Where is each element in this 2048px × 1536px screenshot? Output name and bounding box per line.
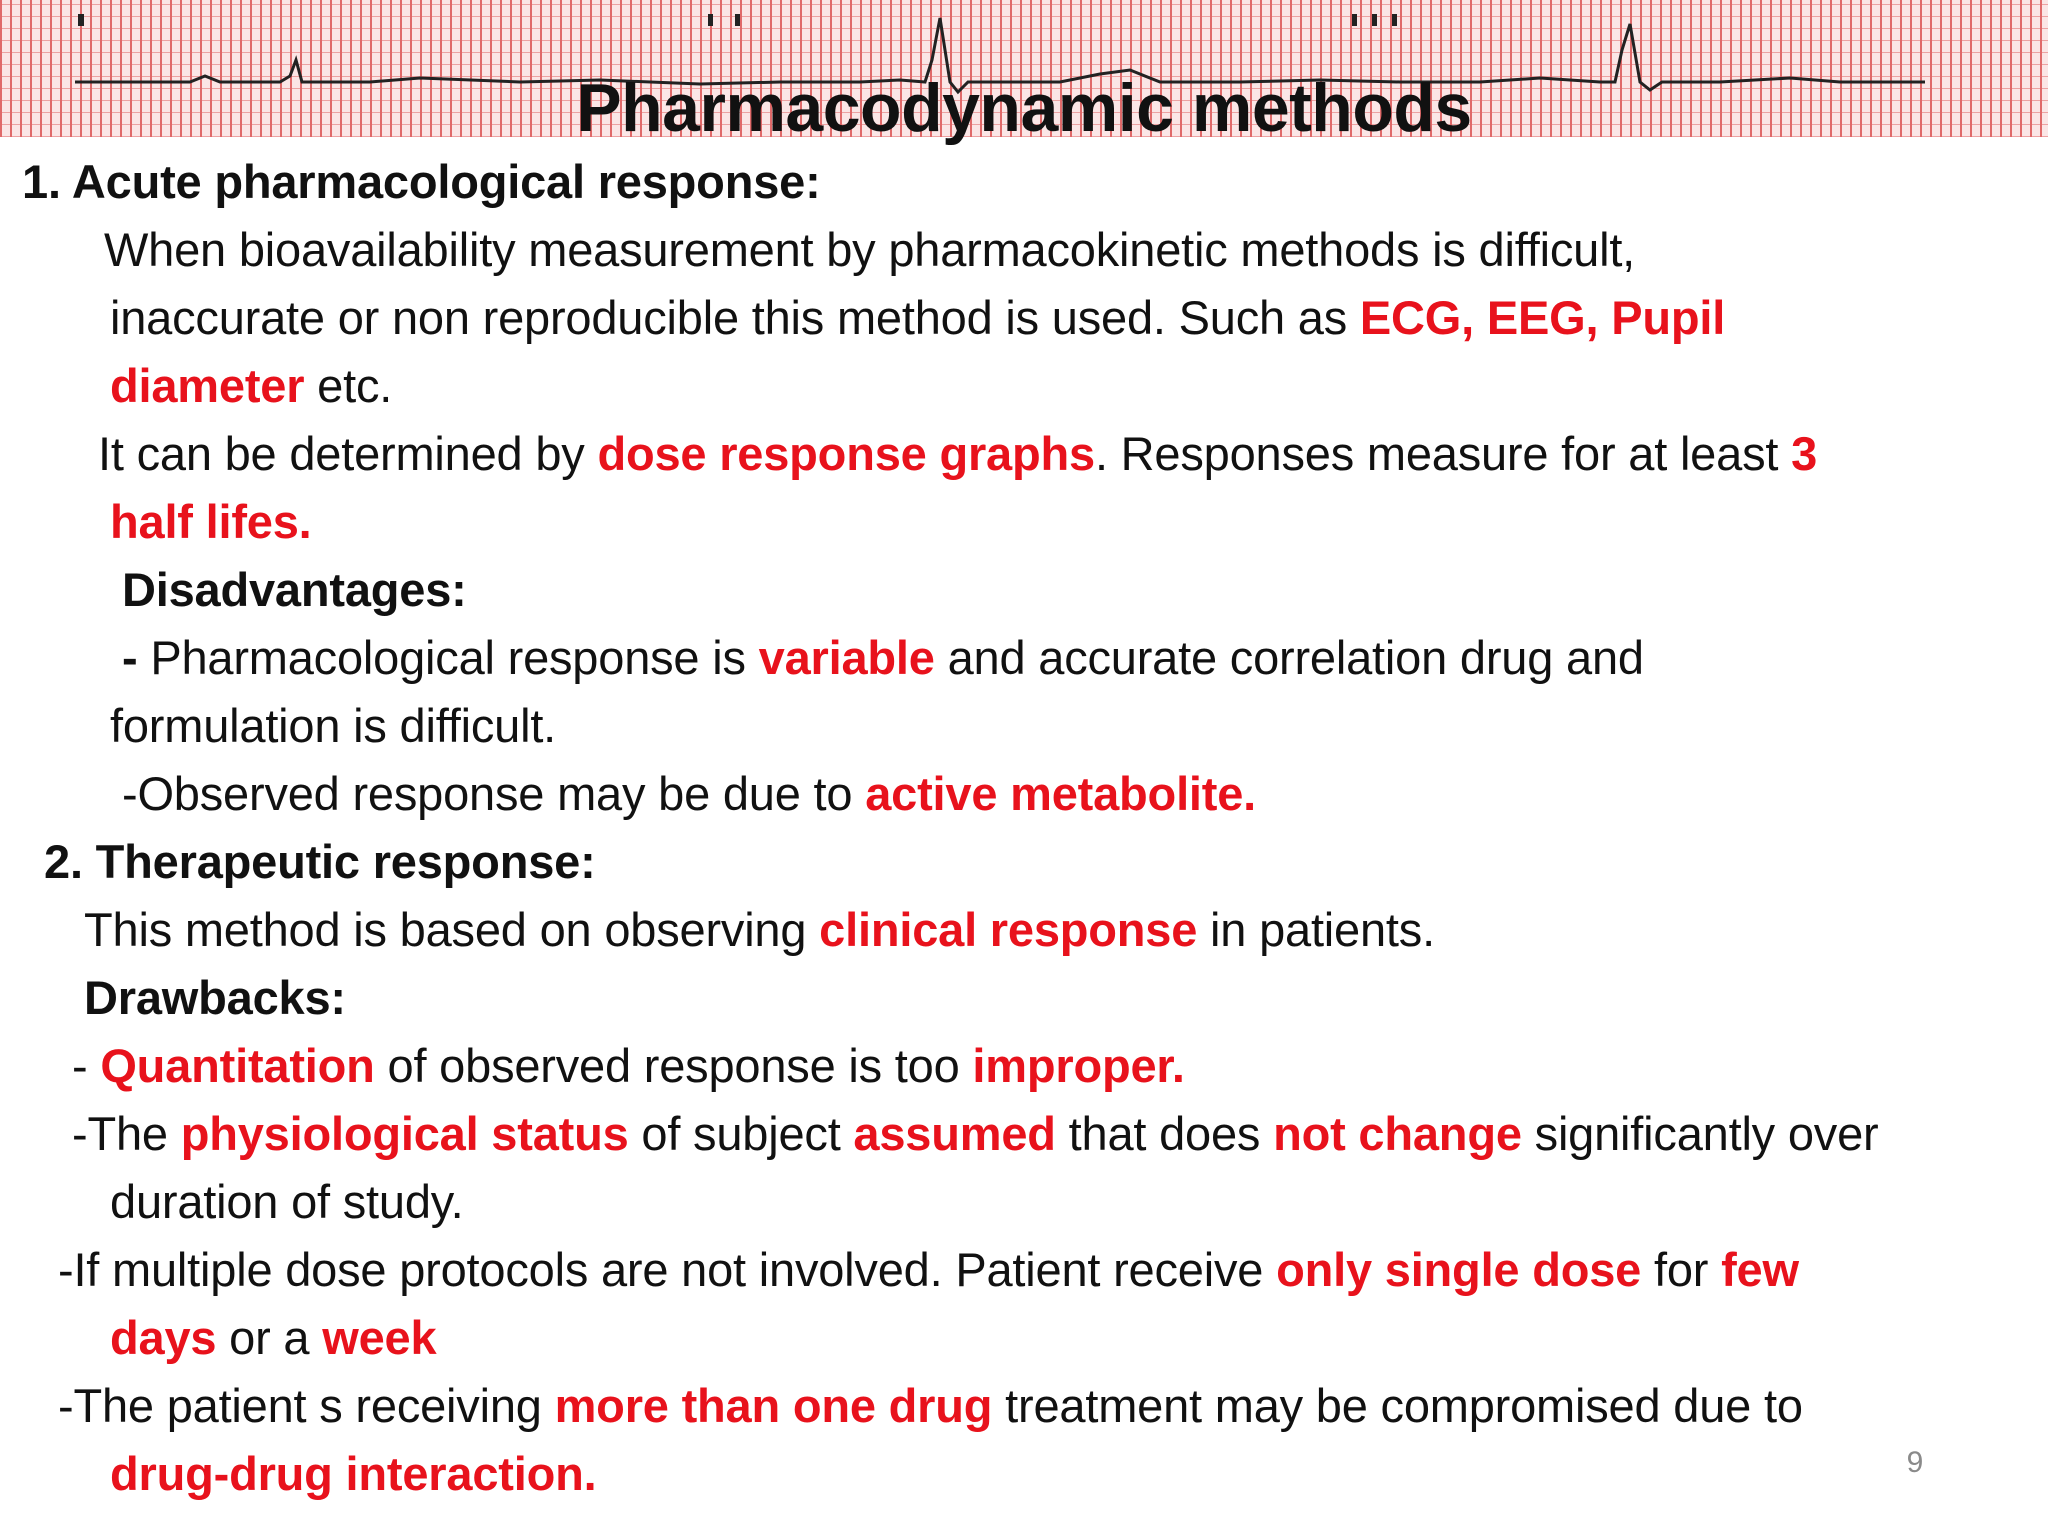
bullet-dash: - xyxy=(72,1039,101,1092)
text-run: . Responses measure for at least xyxy=(1094,427,1792,480)
highlight-physiological-status: physiological status xyxy=(180,1107,629,1160)
highlight-few: few xyxy=(1721,1243,1799,1296)
text-line: formulation is difficult. xyxy=(110,699,557,752)
highlight-not-change: not change xyxy=(1273,1107,1522,1160)
text-run: -If multiple dose protocols are not involved. Patient receive xyxy=(58,1243,1277,1296)
text-run: -Observed response may be due to xyxy=(122,767,866,820)
heading-disadvantages: Disadvantages: xyxy=(122,563,467,616)
text-line: When bioavailability measurement by pharmacokinetic methods is difficult, xyxy=(104,223,1636,276)
text-line xyxy=(72,1104,1878,1164)
highlight-improper: improper. xyxy=(972,1039,1185,1092)
text-run: inaccurate or non reproducible this method is used. Such as xyxy=(110,291,1360,344)
text-run: etc. xyxy=(304,359,393,412)
highlight-dose-response-graphs: dose response graphs xyxy=(597,427,1095,480)
text-line xyxy=(110,356,392,416)
highlight-quantitation: Quantitation xyxy=(100,1039,375,1092)
text-run: significantly over xyxy=(1521,1107,1879,1160)
text-run: This method is based on observing xyxy=(84,903,820,956)
page-number: 9 xyxy=(1906,1446,1924,1479)
heading-acute-pharmacological-response: 1. Acute pharmacological response: xyxy=(22,155,821,208)
text-line xyxy=(98,424,1817,484)
text-run: in patients. xyxy=(1197,903,1435,956)
text-run: -The xyxy=(72,1107,181,1160)
text-run: and accurate correlation drug and xyxy=(934,631,1644,684)
highlight-variable: variable xyxy=(758,631,935,684)
text-run: treatment may be compromised due to xyxy=(992,1379,1803,1432)
heading-drawbacks: Drawbacks: xyxy=(84,971,346,1024)
text-line xyxy=(122,628,1644,688)
text-line xyxy=(110,288,1725,348)
text-line xyxy=(58,1240,1799,1300)
slide-title: Pharmacodynamic methods xyxy=(576,70,1472,146)
text-line xyxy=(72,1036,1185,1096)
highlight-more-than-one-drug: more than one drug xyxy=(554,1379,993,1432)
highlight-drug-drug-interaction: drug-drug interaction. xyxy=(110,1447,597,1500)
highlight-assumed: assumed xyxy=(853,1107,1056,1160)
highlight-days: days xyxy=(110,1311,217,1364)
highlight-week: week xyxy=(322,1311,437,1364)
text-run: Pharmacological response is xyxy=(150,631,759,684)
highlight-active-metabolite: active metabolite. xyxy=(865,767,1257,820)
highlight-three: 3 xyxy=(1791,427,1818,480)
highlight-half-lifes: half lifes. xyxy=(110,495,312,548)
text-run: or a xyxy=(216,1311,323,1364)
highlight-only-single-dose: only single dose xyxy=(1276,1243,1642,1296)
text-line xyxy=(110,1308,436,1368)
text-run: -The patient s receiving xyxy=(58,1379,555,1432)
text-run: for xyxy=(1641,1243,1722,1296)
highlight-diameter: diameter xyxy=(110,359,305,412)
text-line xyxy=(122,764,1256,824)
text-line xyxy=(58,1376,1803,1436)
text-run: of observed response is too xyxy=(374,1039,973,1092)
bullet-dash: - xyxy=(122,631,151,684)
text-run: that does xyxy=(1055,1107,1274,1160)
text-run: It can be determined by xyxy=(98,427,598,480)
text-run: of subject xyxy=(628,1107,854,1160)
text-line: duration of study. xyxy=(110,1175,464,1228)
highlight-clinical-response: clinical response xyxy=(819,903,1198,956)
text-line xyxy=(84,900,1435,960)
heading-therapeutic-response: 2. Therapeutic response: xyxy=(44,835,596,888)
highlight-ecg-eeg-pupil: ECG, EEG, Pupil xyxy=(1359,291,1726,344)
